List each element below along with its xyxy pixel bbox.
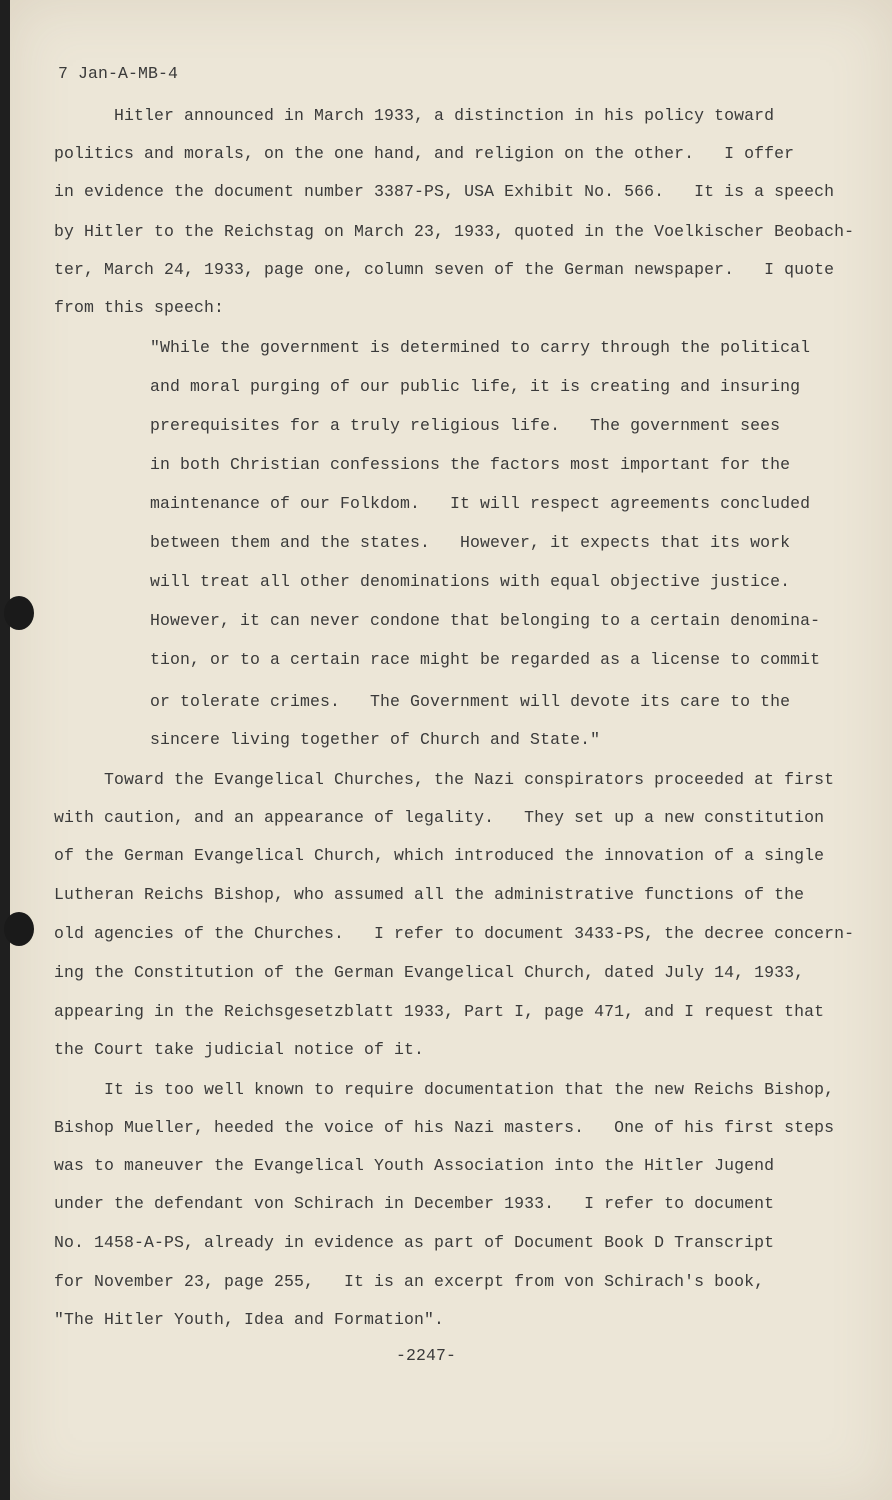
paragraph-line: with caution, and an appearance of legality. They set up a new constitution	[54, 808, 825, 827]
paragraph-line: old agencies of the Churches. I refer to document 3433-PS, the decree concern-	[54, 924, 855, 943]
quote-line: tion, or to a certain race might be regarded as a license to commit	[150, 650, 821, 669]
quote-line: between them and the states. However, it expects that its work	[150, 533, 791, 552]
paragraph-line: It is too well known to require documentation that the new Reichs Bishop,	[54, 1080, 835, 1099]
paragraph-line: "The Hitler Youth, Idea and Formation".	[54, 1310, 445, 1329]
quote-line: However, it can never condone that belonging to a certain denomina-	[150, 611, 821, 630]
paragraph-line: by Hitler to the Reichstag on March 23, 1933, quoted in the Voelkischer Beobach-	[54, 222, 855, 241]
paragraph-line: from this speech:	[54, 298, 225, 317]
quote-line: or tolerate crimes. The Government will devote its care to the	[150, 692, 791, 711]
paragraph-line: Bishop Mueller, heeded the voice of his Nazi masters. One of his first steps	[54, 1118, 835, 1137]
paragraph-line: the Court take judicial notice of it.	[54, 1040, 425, 1059]
punch-hole	[4, 596, 34, 630]
document-header: 7 Jan-A-MB-4	[58, 64, 179, 83]
paragraph-line: was to maneuver the Evangelical Youth Association into the Hitler Jugend	[54, 1156, 775, 1175]
document-page	[10, 0, 892, 1500]
paragraph-line: under the defendant von Schirach in December 1933. I refer to document	[54, 1194, 775, 1213]
paragraph-line: Lutheran Reichs Bishop, who assumed all the administrative functions of the	[54, 885, 805, 904]
quote-line: "While the government is determined to carry through the political	[150, 338, 811, 357]
paragraph-line: appearing in the Reichsgesetzblatt 1933, Part I, page 471, and I request that	[54, 1002, 825, 1021]
paragraph-line: ing the Constitution of the German Evangelical Church, dated July 14, 1933,	[54, 963, 805, 982]
paragraph-line: for November 23, page 255, It is an excerpt from von Schirach's book,	[54, 1272, 765, 1291]
paragraph-line: of the German Evangelical Church, which introduced the innovation of a single	[54, 846, 825, 865]
quote-line: in both Christian confessions the factors most important for the	[150, 455, 791, 474]
paragraph-line: No. 1458-A-PS, already in evidence as part of Document Book D Transcript	[54, 1233, 775, 1252]
quote-line: will treat all other denominations with equal objective justice.	[150, 572, 791, 591]
paragraph-line: Toward the Evangelical Churches, the Nazi conspirators proceeded at first	[54, 770, 835, 789]
punch-hole	[4, 912, 34, 946]
quote-line: and moral purging of our public life, it is creating and insuring	[150, 377, 801, 396]
paragraph-line: Hitler announced in March 1933, a distinction in his policy toward	[54, 106, 775, 125]
paragraph-line: ter, March 24, 1933, page one, column seven of the German newspaper. I quote	[54, 260, 835, 279]
quote-line: sincere living together of Church and State."	[150, 730, 601, 749]
page-number: -2247-	[396, 1346, 457, 1365]
quote-line: prerequisites for a truly religious life. The government sees	[150, 416, 781, 435]
paragraph-line: politics and morals, on the one hand, and religion on the other. I offer	[54, 144, 795, 163]
paragraph-line: in evidence the document number 3387-PS, USA Exhibit No. 566. It is a speech	[54, 182, 835, 201]
quote-line: maintenance of our Folkdom. It will respect agreements concluded	[150, 494, 811, 513]
